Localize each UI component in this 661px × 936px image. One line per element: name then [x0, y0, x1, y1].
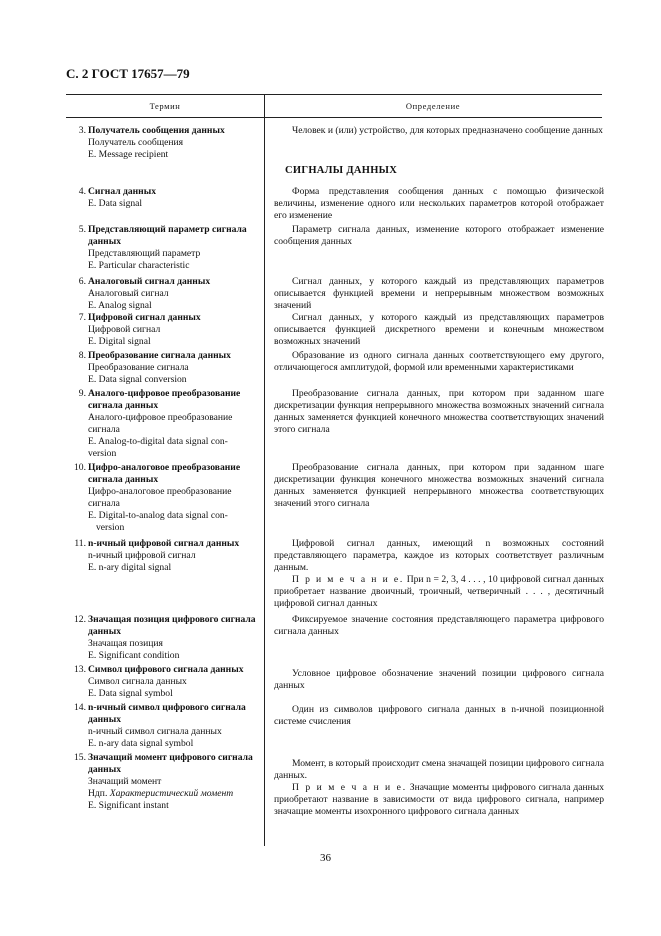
definition-cell: Сигнал данных, у которого каждый из представляющих параметров описывается функцией времени и непрерывным множеством возможных значений [274, 276, 604, 311]
term-english: E. Significant instant [88, 800, 169, 811]
term-synonym: n-ичный символ сигнала данных [88, 726, 222, 737]
term-english: E. Message recipient [88, 149, 169, 160]
term-synonym: Преобразование сигнала [88, 362, 189, 373]
term-cell: 15. Значащий момент цифрового сигнала данных Значащий момент Ндп. Характеристический момент E. Significant instant [66, 752, 261, 812]
term-name: Значащая позиция цифрового сигнала [88, 614, 256, 625]
term-name: Цифро-аналоговое преобразование [88, 462, 241, 473]
term-english: E. Digital-to-analog data signal con- [88, 510, 228, 521]
definition-cell: Образование из одного сигнала данных соответствующего ему другого, отличающегося амплитудой, формой или временными характеристиками [274, 350, 604, 373]
term-name: Преобразование сигнала данных [88, 350, 231, 361]
term-name: Цифровой сигнал данных [88, 312, 201, 323]
term-english: E. Data signal conversion [88, 374, 187, 385]
definition-cell: Форма представления сообщения данных с помощью физической величины, изменение одного или нескольких параметров которой отображает его изменение [274, 186, 604, 221]
term-cell: 8. Преобразование сигнала данных Преобразование сигнала E. Data signal conversion [66, 350, 261, 386]
term-name: n-ичный символ цифрового сигнала [88, 702, 246, 713]
term-synonym: Цифро-аналоговое преобразование [88, 486, 232, 497]
definition-cell: Сигнал данных, у которого каждый из представляющих параметров описывается функцией дискретного времени и конечным множеством возможных значений [274, 312, 604, 347]
definition-cell: Параметр сигнала данных, изменение которого отображает изменение сообщения данных [274, 224, 604, 247]
definition-cell: Преобразование сигнала данных, при котором при заданном шаге дискретизации функция конечного множества возможных значений сигнала данных заменяется функцией непрерывного множества соответствующих значений этого сигнала [274, 462, 604, 509]
page-header-title: С. 2 ГОСТ 17657—79 [66, 66, 190, 81]
term-cell: 3. Получатель сообщения данных Получатель сообщения E. Message recipient [66, 125, 261, 161]
definition-cell: Условное цифровое обозначение значений позиции цифрового сигнала данных [274, 668, 604, 691]
term-name: Представляющий параметр сигнала [88, 224, 247, 235]
column-header-term: Термин [149, 101, 181, 111]
term-synonym: Символ сигнала данных [88, 676, 187, 687]
term-english: E. Data signal [88, 198, 143, 209]
term-synonym: Получатель сообщения [88, 137, 184, 148]
term-name: Значащий момент цифрового сигнала [88, 752, 253, 763]
term-english: E. Analog signal [88, 300, 152, 311]
column-header-definition: Определение [405, 101, 461, 111]
term-cell: 5. Представляющий параметр сигнала данных Представляющий параметр E. Particular characteristic [66, 224, 261, 272]
definition-cell: Один из символов цифрового сигнала данных в n-ичной позиционной системе счисления [274, 704, 604, 727]
term-english: E. Analog-to-digital data signal con- [88, 436, 228, 447]
term-cell: 13. Символ цифрового сигнала данных Символ сигнала данных E. Data signal symbol [66, 664, 261, 700]
term-cell: 10. Цифро-аналоговое преобразование сигнала данных Цифро-аналоговое преобразование сигнала E. Digital-to-analog data signal con- version [66, 462, 261, 534]
term-name: Получатель сообщения данных [88, 125, 225, 136]
term-cell: 11. n-ичный цифровой сигнал данных n-ичный цифровой сигнал E. n-ary digital signal [66, 538, 261, 574]
definition-cell: Момент, в который происходит смена значащей позиции цифрового сигнала данных. П р и м е ч а н и е. Значащие моменты цифрового сигнала данных приобретают название в зависимости от вида цифрового сигнала, например значащие моменты изохронного цифрового сигнала данных [274, 758, 604, 817]
term-english: E. n-ary data signal symbol [88, 738, 194, 749]
term-english: E. n-ary digital signal [88, 562, 172, 573]
term-name: Сигнал данных [88, 186, 156, 197]
term-ndp: Ндп. Характеристический момент [88, 788, 234, 799]
term-cell: 6. Аналоговый сигнал данных Аналоговый сигнал E. Analog signal [66, 276, 261, 312]
term-synonym: Цифровой сигнал [88, 324, 161, 335]
term-cell: 4. Сигнал данных E. Data signal [66, 186, 261, 210]
note-label: П р и м е ч а н и е. [292, 574, 405, 585]
term-cell: 12. Значащая позиция цифрового сигнала данных Значащая позиция E. Significant condition [66, 614, 261, 662]
definition-cell: Фиксируемое значение состояния представляющего параметра цифрового сигнала данных [274, 614, 604, 637]
note-text: Значащие моменты цифрового сигнала данных приобретают название в зависимости от вида цифрового сигнала, например значащие моменты изохронного цифрового сигнала данных [274, 782, 604, 817]
term-synonym: Аналоговый сигнал [88, 288, 169, 299]
term-english: E. Significant condition [88, 650, 180, 661]
term-name: Аналоговый сигнал данных [88, 276, 211, 287]
table-top-rule [66, 94, 602, 95]
term-name: n-ичный цифровой сигнал данных [88, 538, 240, 549]
term-synonym: Аналого-цифровое преобразование [88, 412, 233, 423]
table-header-rule [66, 117, 602, 118]
term-synonym: Представляющий параметр [88, 248, 201, 259]
note-text: При n = 2, 3, 4 . . . , 10 цифровой сигнал данных приобретает название двоичный, троичный, четверичный . . . , десятичный цифровой сигнал данных [274, 574, 604, 609]
definition-cell: Преобразование сигнала данных, при котором при заданном шаге дискретизации функция непрерывного множества возможных значений сигнала данных заменяется функцией конечного множества соответствующих значений этого сигнала [274, 388, 604, 435]
term-synonym: Значащая позиция [88, 638, 163, 649]
definition-cell: Цифровой сигнал данных, имеющий n возможных состояний представляющего параметра, каждое из которых соответствует различным данным. П р и м е ч а н и е. При n = 2, 3, 4 . . . , 10 цифровой сигнал данных приобретает название двоичный, троичный, четверичный . . . , десятичный цифровой сигнал данных [274, 538, 604, 609]
term-cell: 14. n-ичный символ цифрового сигнала данных n-ичный символ сигнала данных E. n-ary data signal symbol [66, 702, 261, 750]
term-name: Аналого-цифровое преобразование [88, 388, 241, 399]
page-number: 36 [320, 852, 331, 864]
term-synonym: Значащий момент [88, 776, 162, 787]
term-cell: 9. Аналого-цифровое преобразование сигнала данных Аналого-цифровое преобразование сигнала E. Analog-to-digital data signal con- version [66, 388, 261, 460]
definition-cell: Человек и (или) устройство, для которых предназначено сообщение данных [292, 125, 603, 136]
column-divider [264, 94, 265, 846]
term-english: E. Data signal symbol [88, 688, 173, 699]
table-header [66, 97, 602, 115]
term-english: E. Digital signal [88, 336, 151, 347]
note-label: П р и м е ч а н и е. [292, 782, 407, 793]
term-english: E. Particular characteristic [88, 260, 190, 271]
section-title: СИГНАЛЫ ДАННЫХ [285, 165, 398, 176]
term-name: Символ цифрового сигнала данных [88, 664, 244, 675]
term-cell: 7. Цифровой сигнал данных Цифровой сигнал E. Digital signal [66, 312, 261, 348]
term-synonym: n-ичный цифровой сигнал [88, 550, 196, 561]
